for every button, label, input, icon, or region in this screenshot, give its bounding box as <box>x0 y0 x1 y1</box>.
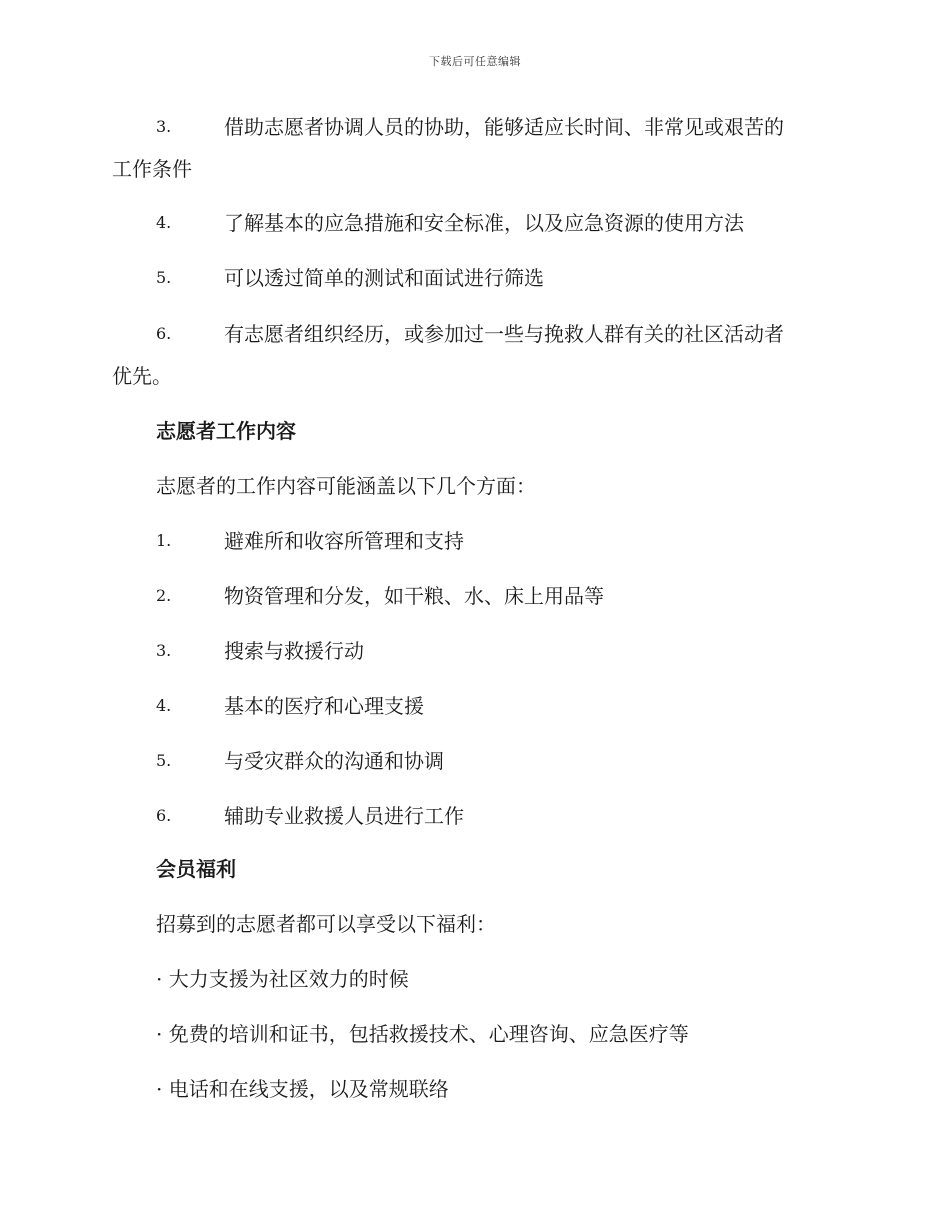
section-intro-benefits: 招募到的志愿者都可以享受以下福利： <box>156 912 496 936</box>
item-number: 3. <box>156 117 172 136</box>
work-item-4 <box>112 685 837 727</box>
section-heading-benefits: 会员福利 <box>156 857 236 881</box>
item-text: 物资管理和分发，如干粮、水、床上用品等 <box>224 584 604 608</box>
work-item-3 <box>112 630 837 672</box>
item-text-continued: 优先。 <box>112 364 172 388</box>
benefit-item: · 电话和在线支援，以及常规联络 <box>156 1077 449 1101</box>
benefit-item: · 大力支援为社区效力的时候 <box>156 967 409 991</box>
requirement-item-6 <box>112 313 837 397</box>
item-text: 基本的医疗和心理支援 <box>224 694 424 718</box>
item-number: 4. <box>156 213 172 232</box>
item-text: 了解基本的应急措施和安全标准，以及应急资源的使用方法 <box>224 211 744 235</box>
requirement-item-3 <box>112 106 837 190</box>
item-number: 4. <box>156 696 172 715</box>
item-number: 5. <box>156 751 172 770</box>
benefit-item: · 免费的培训和证书，包括救援技术、心理咨询、应急医疗等 <box>156 1022 689 1046</box>
item-text: 辅助专业救援人员进行工作 <box>224 804 464 828</box>
item-number: 6. <box>156 324 172 343</box>
item-text: 可以透过简单的测试和面试进行筛选 <box>224 266 544 290</box>
item-text: 搜索与救援行动 <box>224 639 364 663</box>
work-item-2 <box>112 575 837 617</box>
work-item-1 <box>112 520 837 562</box>
item-text-continued: 工作条件 <box>112 157 192 181</box>
item-number: 5. <box>156 268 172 287</box>
item-number: 1. <box>156 531 172 550</box>
work-item-5 <box>112 740 837 782</box>
item-text: 借助志愿者协调人员的协助，能够适应长时间、非常见或艰苦的 <box>224 115 784 139</box>
header-note: 下载后可任意编辑 <box>429 55 521 68</box>
item-number: 3. <box>156 641 172 660</box>
item-text: 有志愿者组织经历，或参加过一些与挽救人群有关的社区活动者 <box>224 322 784 346</box>
requirement-item-4 <box>112 202 837 244</box>
section-heading-work: 志愿者工作内容 <box>156 419 296 443</box>
item-text: 避难所和收容所管理和支持 <box>224 529 464 553</box>
item-number: 6. <box>156 806 172 825</box>
work-item-6 <box>112 795 837 837</box>
section-intro-work: 志愿者的工作内容可能涵盖以下几个方面： <box>156 474 536 498</box>
requirement-item-5 <box>112 257 837 299</box>
item-text: 与受灾群众的沟通和协调 <box>224 749 444 773</box>
item-number: 2. <box>156 586 172 605</box>
